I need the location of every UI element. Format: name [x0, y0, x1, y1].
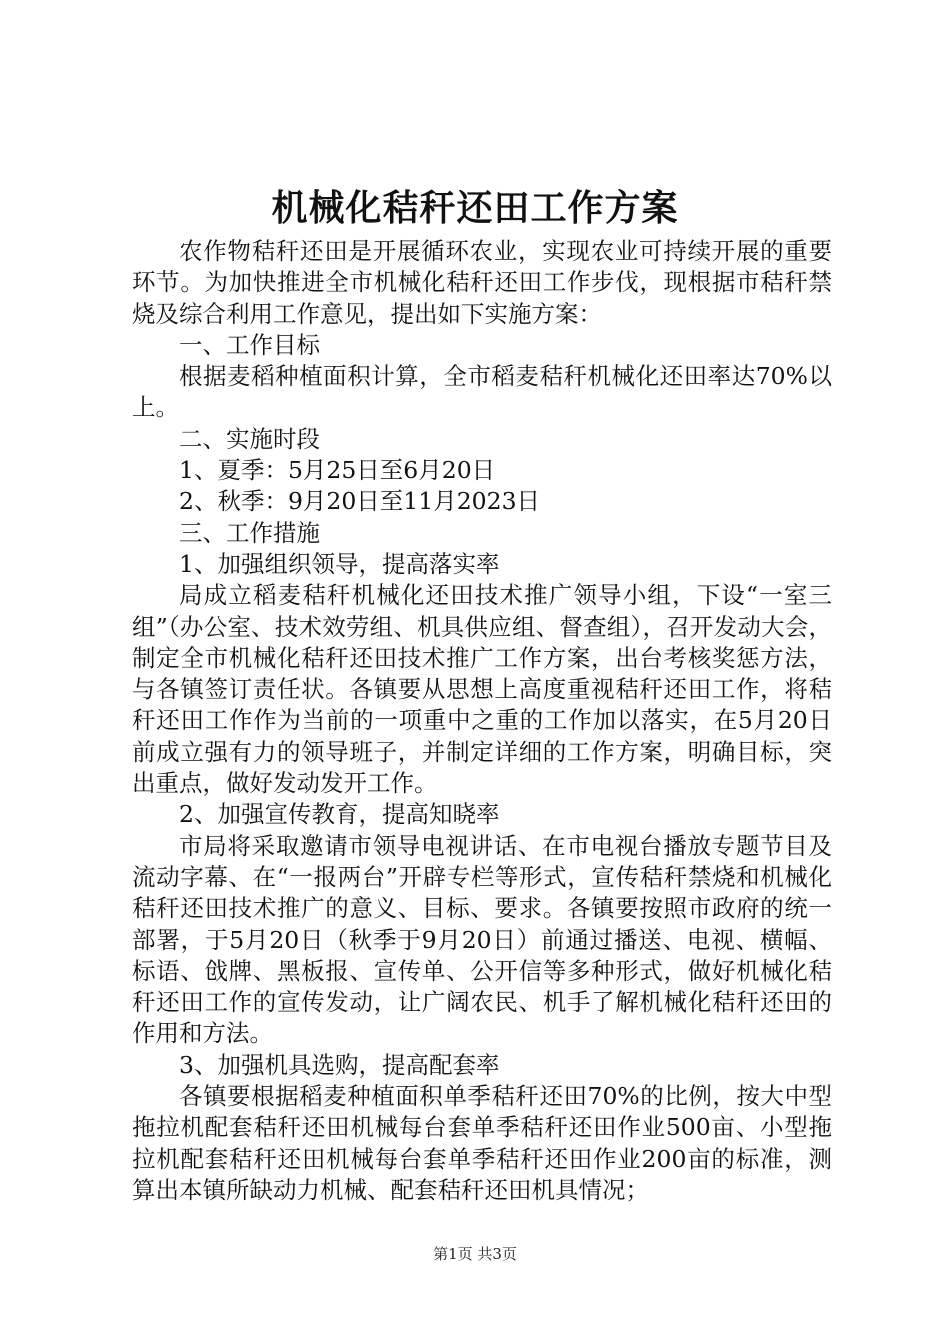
- section-heading: 二、实施时段: [179, 424, 320, 453]
- paragraph: 农作物秸秆还田是开展循环农业，实现农业可持续开展的重要环节。为加快推进全市机械化秸秆还田工作步伐，现根据市秸秆禁烧及综合利用工作意见，提出如下实施方案：: [132, 237, 832, 328]
- subheading: 2、加强宣传教育，提高知晓率: [179, 800, 500, 829]
- paragraph: 市局将采取邀请市领导电视讲话、在市电视台播放专题节目及流动字幕、在“一报两台”开辟专栏等形式，宣传秸秆禁烧和机械化秸秆还田技术推广的意义、目标、要求。各镇要按照市政府的统一部署，于5月20日（秋季于9月20日）前通过播送、电视、横幅、标语、戗牌、黑板报、宣传单、公开信等多种形式，做好机械化秸秆还田工作的宣传发动，让广阔农民、机手了解机械化秸秆还田的作用和方法。: [132, 831, 832, 1048]
- section-heading: 三、工作措施: [179, 518, 320, 547]
- paragraph: 根据麦稻种植面积计算，全市稻麦秸秆机械化还田率达70%以上。: [132, 362, 832, 422]
- document-body: [132, 236, 832, 1206]
- subheading: 3、加强机具选购，提高配套率: [179, 1050, 500, 1079]
- paragraph: 各镇要根据稻麦种植面积单季秸秆还田70%的比例，按大中型拖拉机配套秸秆还田机械每台套单季秸秆还田作业500亩、小型拖拉机配套秸秆还田机械每台套单季秸秆还田作业200亩的标准，测算出本镇所缺动力机械、配套秸秆还田机具情况；: [132, 1082, 832, 1204]
- document-title: 机械化秸秆还田工作方案: [271, 187, 679, 229]
- subheading: 1、加强组织领导，提高落实率: [179, 549, 500, 578]
- page-footer: 第1页 共3页: [433, 1245, 517, 1263]
- section-heading: 一、工作目标: [179, 330, 320, 359]
- paragraph: 局成立稻麦秸秆机械化还田技术推广领导小组，下设“一室三组”（办公室、技术效劳组、机具供应组、督查组），召开发动大会，制定全市机械化秸秆还田技术推广工作方案，出台考核奖惩方法，与各镇签订责任状。各镇要从思想上高度重视秸秆还田工作，将秸秆还田工作作为当前的一项重中之重的工作加以落实，在5月20日前成立强有力的领导班子，并制定详细的工作方案，明确目标，突出重点，做好发动发开工作。: [132, 581, 832, 798]
- list-item: 1、夏季：5月25日至6月20日: [179, 456, 496, 485]
- list-item: 2、秋季：9月20日至11月2023日: [179, 487, 541, 516]
